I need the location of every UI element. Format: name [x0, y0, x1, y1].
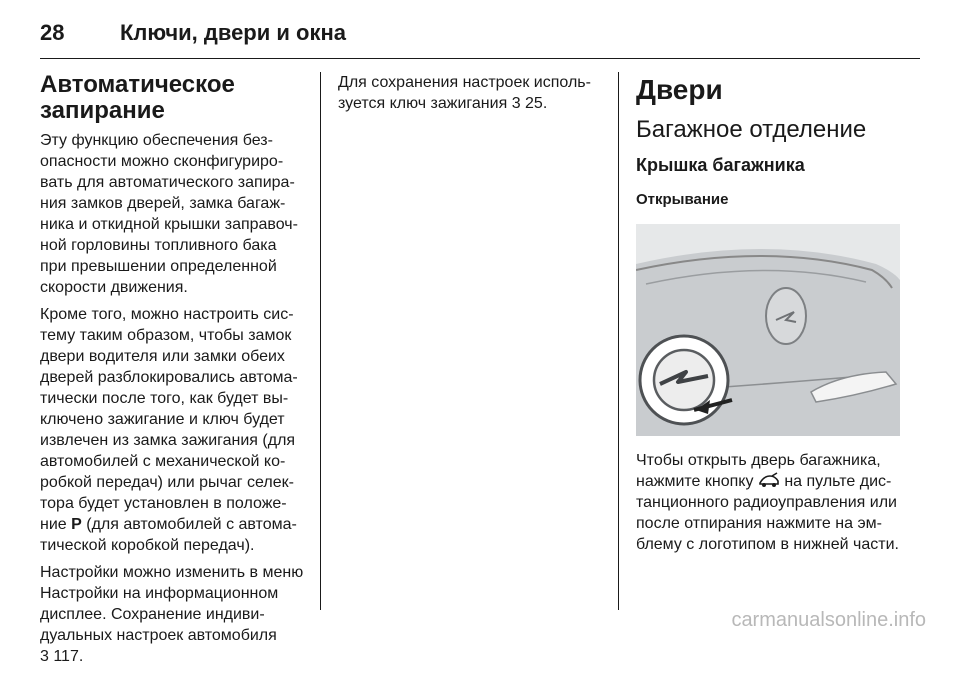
- chapter-title: Ключи, двери и окна: [120, 20, 346, 45]
- section-title-auto-locking: [40, 72, 312, 124]
- column-continuation: [338, 72, 600, 120]
- text-line: Кроме того, можно настроить сис-: [40, 306, 294, 323]
- text-line: тему таким образом, чтобы замок: [40, 327, 292, 344]
- header-rule: [40, 58, 920, 59]
- text-line: дисплее. Сохранение индиви-: [40, 606, 265, 623]
- gear-position-p: P: [71, 516, 82, 533]
- column-divider: [618, 72, 619, 610]
- text-line: тически после того, как будет вы-: [40, 390, 289, 407]
- text-line: после отпирания нажмите на эм-: [636, 515, 882, 532]
- text-line: Настройки можно изменить в меню: [40, 564, 304, 581]
- paragraph: [40, 304, 312, 556]
- page-reference[interactable]: 3 117.: [40, 648, 84, 665]
- text-line: Эту функцию обеспечения без-: [40, 132, 273, 149]
- text-line: [40, 514, 312, 535]
- text-line: ной горловины топливного бака: [40, 237, 277, 254]
- text-line: ния замков дверей, замка багаж-: [40, 195, 286, 212]
- title-line: Автоматическое: [40, 71, 235, 98]
- heading-doors: Двери: [636, 74, 723, 105]
- page-header: [40, 14, 920, 54]
- text-line: ключено зажигание и ключ будет: [40, 411, 285, 428]
- text-line: дуальных настроек автомобиля: [40, 627, 277, 644]
- trunk-lid-drawing: [636, 224, 900, 436]
- paragraph: [338, 72, 600, 114]
- heading-trunk-lid: Крышка багажника: [636, 155, 805, 175]
- text-line: ника и откидной крышки заправоч-: [40, 216, 298, 233]
- page-number: 28: [40, 20, 65, 45]
- watermark: carmanualsonline.info: [731, 609, 926, 631]
- text-fragment: нажмите кнопку: [636, 473, 758, 490]
- text-line: скорости движения.: [40, 279, 188, 296]
- text-line: зуется ключ зажигания 3 25.: [338, 95, 548, 112]
- text-line: тической коробкой передач).: [40, 537, 255, 554]
- heading-trunk: Багажное отделение: [636, 116, 867, 143]
- text-line: Для сохранения настроек исполь-: [338, 74, 591, 91]
- text-line: робкой передач) или рычаг селек-: [40, 474, 294, 491]
- text-fragment: (для автомобилей с автома-: [81, 516, 297, 533]
- title-line: запирание: [40, 97, 165, 124]
- text-line: опасности можно сконфигуриро-: [40, 153, 284, 170]
- text-line: автомобилей с механической ко-: [40, 453, 286, 470]
- paragraph: [40, 562, 312, 667]
- text-fragment: на пульте дис-: [779, 473, 892, 490]
- car-trunk-icon: [758, 472, 780, 488]
- text-line: [636, 471, 906, 492]
- text-line: дверей разблокировались автома-: [40, 369, 298, 386]
- text-line: блему с логотипом в нижней части.: [636, 536, 899, 553]
- text-line: тора будет установлен в положе-: [40, 495, 287, 512]
- paragraph: [636, 450, 906, 555]
- trunk-illustration: [636, 224, 900, 436]
- text-line: двери водителя или замки обеих: [40, 348, 285, 365]
- paragraph: [40, 130, 312, 298]
- text-line: танционного радиоуправления или: [636, 494, 897, 511]
- text-line: извлечен из замка зажигания (для: [40, 432, 296, 449]
- column-divider: [320, 72, 321, 610]
- text-fragment: ние: [40, 516, 72, 533]
- text-line: Настройки на информационном: [40, 585, 279, 602]
- text-line: вать для автоматического запира-: [40, 174, 295, 191]
- text-line: Чтобы открыть дверь багажника,: [636, 452, 881, 469]
- heading-opening: Открывание: [636, 191, 729, 208]
- text-line: при превышении определенной: [40, 258, 277, 275]
- column-doors: [636, 72, 906, 561]
- column-auto-locking: [40, 72, 312, 673]
